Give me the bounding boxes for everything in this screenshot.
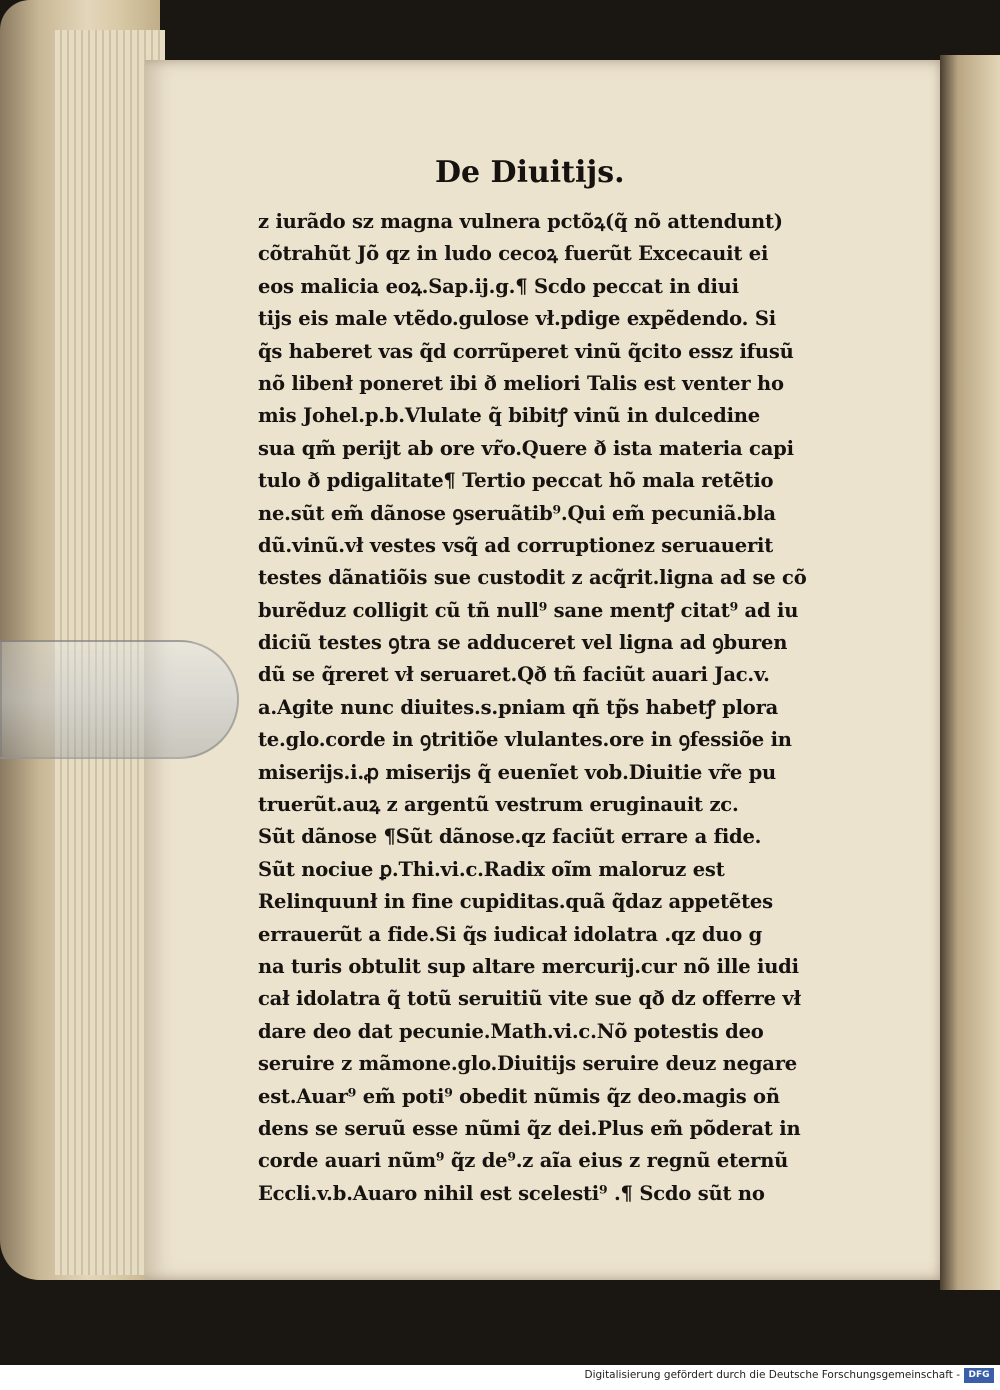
dfg-logo: DFG [964,1368,994,1383]
text-line: sua qm̃ perijt ab ore vr̃o.Quere ð ista materia capi [258,436,794,460]
text-line: burẽduz colligit cũ tñ null⁹ sane mentꝭ citat⁹ ad iu [258,598,799,622]
facing-page-edge [940,55,1000,1290]
text-line: eos malicia eoꝝ.Sap.ij.g.¶ Scdo peccat in diui [258,274,739,298]
text-line: miserijs.i.ꝓ miserijs q̃ euenĩet vob.Diuitie vr̃e pu [258,760,777,784]
text-line: nõ libenł poneret ibi ð meliori Talis est venter ho [258,371,784,395]
text-line: est.Auar⁹ em̃ poti⁹ obedit nũmis q̃z deo.magis oñ [258,1084,780,1108]
page-header: De Diuitijs. [435,155,625,190]
text-line: cał idolatra q̃ totũ seruitiũ vite sue qð dz offerre vł [258,987,801,1011]
text-block [258,206,948,1210]
text-line: mis Johel.p.b.Vlulate q̃ bibitꝭ vinũ in dulcedine [258,404,760,428]
text-line: truerũt.auꝝ z argentũ vestrum eruginauit zc. [258,793,739,817]
text-line: Eccli.v.b.Auaro nihil est scelesti⁹ .¶ Scdo sũt no [258,1181,765,1205]
text-line: a.Agite nunc diuites.s.pniam qñ tp̃s habetꝭ plora [258,695,779,719]
text-line: cõtrahũt Jõ qz in ludo cecoꝝ fuerũt Excecauit ei [258,242,769,266]
text-line: q̃s haberet vas q̃d corrũperet vinũ q̃cito essz ifusũ [258,339,794,363]
text-line: z iurãdo sz magna vulnera pctõꝝ(q̃ nõ attendunt) [258,210,783,233]
text-line: errauerũt a fide.Si q̃s iudicał idolatra .qz duo g [258,922,763,946]
text-line: dare deo dat pecunie.Math.vi.c.Nõ potestis deo [258,1019,764,1043]
text-line: dens se seruũ esse nũmi q̃z dei.Plus em̃ põderat in [258,1116,801,1140]
text-line: ne.sũt em̃ dãnose ꝯseruãtib⁹.Qui em̃ pecuniã.bla [258,501,776,525]
text-line: Relinquunł in fine cupiditas.quã q̃daz appetẽtes [258,890,773,914]
text-line: dũ.vinũ.vł vestes vsq̃ ad corruptionez seruauerit [258,533,774,557]
text-line: dũ se q̃reret vł seruaret.Qð tñ faciũt auari Jac.v. [258,663,770,687]
text-line: na turis obtulit sup altare mercurij.cur nõ ille iudi [258,954,799,978]
text-line: seruire z mãmone.glo.Diuitijs seruire deuz negare [258,1052,798,1076]
text-line: Sũt dãnose ¶Sũt dãnose.qz faciũt errare a fide. [258,825,762,849]
text-line: testes dãnatiõis sue custodit z acq̃rit.ligna ad se cõ [258,566,807,590]
glass-clip [0,640,239,759]
text-line: tijs eis male vtẽdo.gulose vł.pdige expẽdendo. Si [258,307,776,331]
text-line: corde auari nũm⁹ q̃z de⁹.z aĩa eius z regnũ eternũ [258,1149,789,1173]
text-line: tulo ð pdigalitate¶ Tertio peccat hõ mala retẽtio [258,469,774,493]
text-line: diciũ testes ꝯtra se adduceret vel ligna ad ꝯburen [258,631,788,655]
text-line: Sũt nociue ꝑ.Thi.vi.c.Radix oĩm maloruz est [258,857,725,881]
funding-credit: Digitalisierung gefördert durch die Deutsche Forschungsgemeinschaft - [584,1369,960,1381]
text-line: te.glo.corde in ꝯtritiõe vlulantes.ore in ꝯfessiõe in [258,728,792,752]
